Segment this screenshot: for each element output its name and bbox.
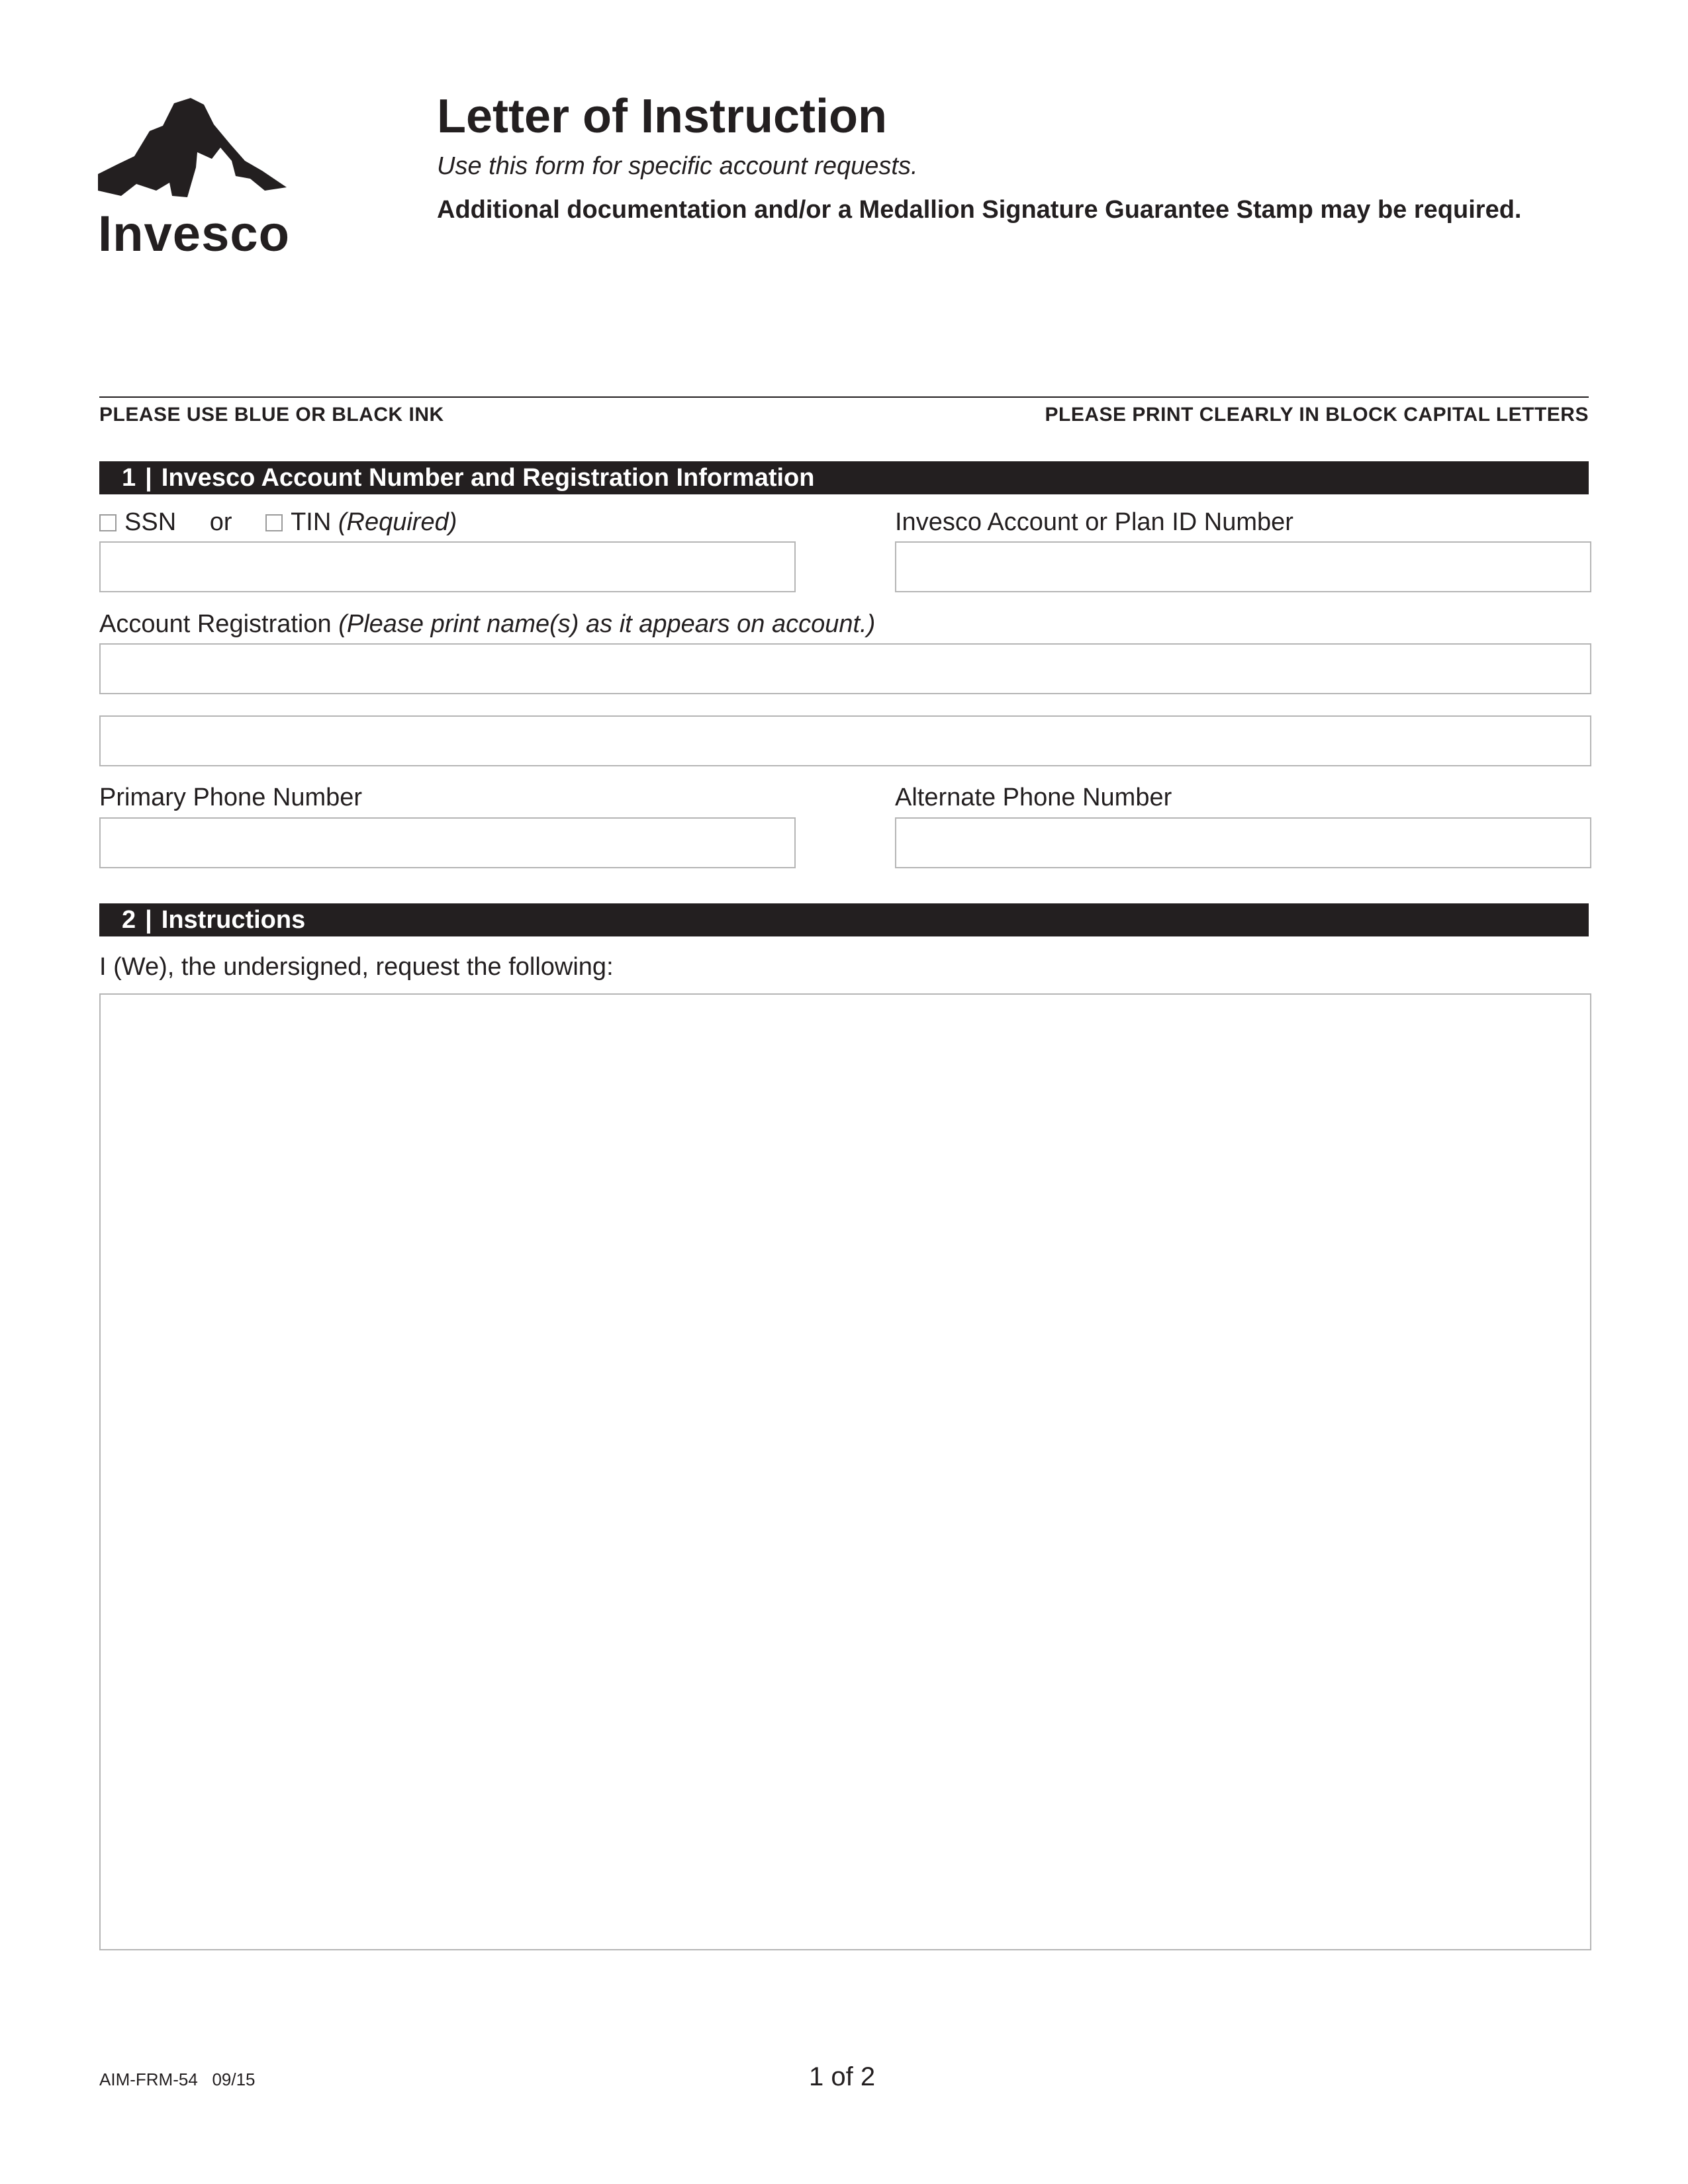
tin-required-note: (Required)	[338, 508, 457, 536]
section-2-title: Instructions	[161, 906, 306, 934]
registration-field-2[interactable]	[99, 715, 1591, 766]
section-1-separator: |	[145, 464, 152, 492]
account-number-input[interactable]	[896, 543, 1590, 591]
page-number: 1 of 2	[809, 2062, 876, 2091]
section-2-separator: |	[145, 906, 152, 934]
primary-phone-label: Primary Phone Number	[99, 784, 363, 811]
alternate-phone-field[interactable]	[895, 817, 1591, 868]
medallion-notice: Additional documentation and/or a Medallion Signature Guarantee Stamp may be required.	[437, 196, 1522, 224]
instructions-textarea[interactable]	[101, 995, 1590, 1949]
logo-wordmark: Invesco	[98, 206, 291, 262]
ink-instruction: PLEASE USE BLUE OR BLACK INK	[99, 404, 444, 426]
ssn-checkbox[interactable]	[99, 514, 117, 531]
section-2-header	[99, 903, 1589, 936]
section-1-header	[99, 461, 1589, 494]
form-code: AIM-FRM-54 09/15	[99, 2070, 256, 2089]
registration-field-1[interactable]	[99, 643, 1591, 694]
ssn-tin-input[interactable]	[101, 543, 794, 591]
tin-checkbox[interactable]	[265, 514, 283, 531]
print-instruction: PLEASE PRINT CLEARLY IN BLOCK CAPITAL LETTERS	[1045, 404, 1589, 426]
alternate-phone-input[interactable]	[896, 819, 1590, 867]
page-subtitle: Use this form for specific account requests.	[437, 152, 918, 180]
registration-input-1[interactable]	[101, 645, 1590, 693]
or-label: or	[209, 508, 232, 536]
primary-phone-input[interactable]	[101, 819, 794, 867]
account-number-field[interactable]	[895, 541, 1591, 592]
ssn-tin-row	[99, 510, 457, 535]
instructions-intro: I (We), the undersigned, request the following:	[99, 953, 614, 981]
section-1-number: 1	[122, 464, 136, 492]
instructions-field[interactable]	[99, 993, 1591, 1950]
tin-label: TIN	[291, 508, 332, 536]
account-number-label: Invesco Account or Plan ID Number	[895, 508, 1293, 536]
section-2-number: 2	[122, 906, 136, 934]
header-divider	[99, 396, 1589, 398]
ssn-label: SSN	[124, 508, 177, 536]
primary-phone-field[interactable]	[99, 817, 796, 868]
invesco-logo	[98, 98, 290, 263]
ssn-tin-field[interactable]	[99, 541, 796, 592]
page-title: Letter of Instruction	[437, 90, 887, 143]
registration-label: Account Registration	[99, 610, 332, 638]
alternate-phone-label: Alternate Phone Number	[895, 784, 1172, 811]
registration-note: (Please print name(s) as it appears on account.)	[338, 610, 876, 638]
mountain-logo-icon	[98, 98, 290, 207]
section-1-title: Invesco Account Number and Registration Information	[161, 464, 815, 492]
registration-input-2[interactable]	[101, 717, 1590, 765]
registration-label-row	[99, 612, 875, 637]
